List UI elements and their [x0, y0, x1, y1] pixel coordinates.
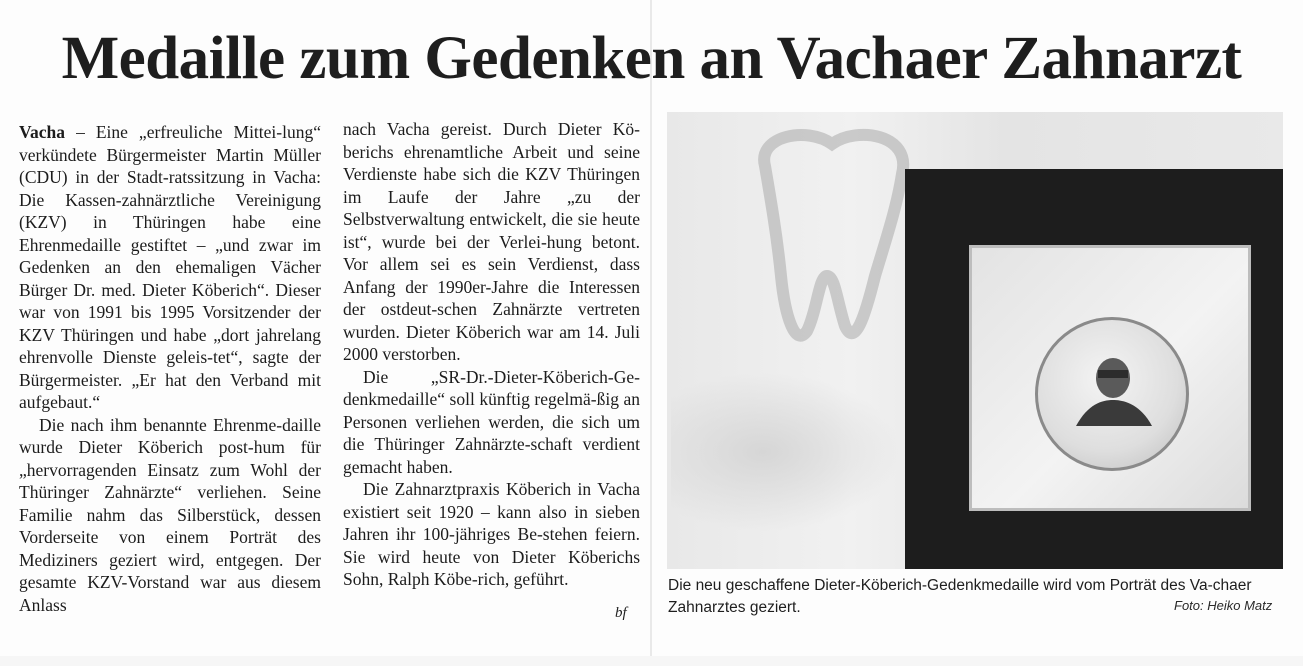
medal-photo [667, 112, 1283, 569]
article-column-1 [19, 121, 321, 616]
article-paragraph-5: Die Zahnarztpraxis Köberich in Vacha existiert seit 1920 – kann also in sieben Jahren ihr 100-jähriges Be-stehen feiern. Sie wird heute von Dieter Köberichs Sohn, Ralph Köbe-rich, geführt. [343, 479, 640, 589]
article-paragraph-3: nach Vacha gereist. Durch Dieter Kö-berichs ehrenamtliche Arbeit und seine Verdienste habe sich die KZV Thüringen im Laufe der Jahre „zu der Selbstverwaltung entwickelt, die sie heute ist“, wurde bei der Verlei-hung betont. Vor allem sei es sein Verdienst, dass Anfang der 1990er-Jahre die Interessen der ostdeut-schen Zahnärzte vertreten wurden. Dieter Köberich war am 14. Juli 2000 verstorben. [343, 119, 640, 364]
photo-credit: Foto: Heiko Matz [1174, 598, 1273, 613]
blurred-wall-sign [671, 372, 901, 532]
photo-caption: Die neu geschaffene Dieter-Köberich-Gedenkmedaille wird vom Porträt des Va-chaer Zahnarztes geziert. [668, 577, 1252, 616]
headline: Medaille zum Gedenken an Vachaer Zahnarzt [61, 25, 1242, 92]
author-signature: bf [615, 605, 627, 621]
tooth-wall-image [737, 126, 927, 356]
paragraph-1-text: – Eine „erfreuliche Mittei-lung“ verkündete Bürgermeister Martin Müller (CDU) in der Stadt-ratssitzung in Vacha: Die Kassen-zahnärztliche Vereinigung (KZV) in Thüringen habe eine Ehrenmedaille gestiftet – „und zwar im Gedenken an den ehemaligen Vächer Bürger Dr. med. Dieter Köberich“. Dieser war von 1991 bis 1995 Vorsitzender der KZV Thüringen und habe „dort jahrelang ehrenvolle Dienste geleis-tet“, sagte der Bürgermeister. „Er hat den Verband mit aufgebaut.“ [19, 122, 321, 412]
commemorative-medal [1035, 317, 1189, 471]
clipping-edge [0, 656, 1303, 666]
article-paragraph-2: Die nach ihm benannte Ehrenme-daille wurde Dieter Köberich post-hum für „hervorragenden Einsatz zum Wohl der Thüringer Zahnärzte“ verliehen. Seine Familie nahm das Silberstück, dessen Vorderseite von einem Porträt des Mediziners geziert wird, entgegen. Der gesamte KZV-Vorstand war aus diesem Anlass [19, 414, 321, 615]
portrait-relief-image [1068, 348, 1158, 438]
article-paragraph-1 [19, 121, 321, 414]
page-fold [650, 0, 652, 666]
article-column-2 [343, 118, 640, 591]
dateline: Vacha [19, 122, 66, 142]
article-paragraph-4: Die „SR-Dr.-Dieter-Köberich-Ge-denkmedaille“ soll künftig regelmä-ßig an Personen verliehen werden, die sich um die Thüringer Zahnärzte-schaft verdient gemacht haben. [343, 366, 640, 477]
